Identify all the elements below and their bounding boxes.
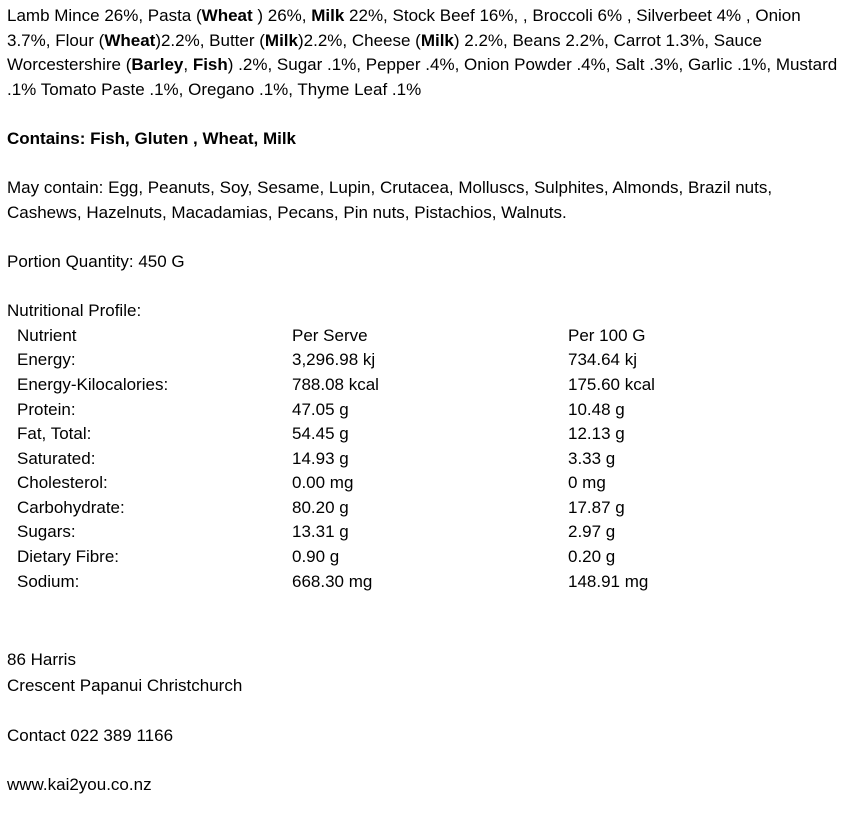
- allergen-highlight: Barley: [131, 55, 184, 75]
- ingredient-text: Lamb Mince 26%, Pasta (: [7, 6, 202, 25]
- per-serve-value: 47.05 g: [292, 399, 349, 419]
- ingredient-text: ) 26%,: [252, 6, 312, 25]
- portion-quantity: Portion Quantity: 450 G: [7, 251, 185, 271]
- per-100-value: 10.48 g: [568, 399, 625, 419]
- column-header-per-100: Per 100 G: [568, 325, 646, 345]
- spacer: [7, 699, 839, 724]
- per-serve-value: 13.31 g: [292, 522, 349, 542]
- address-line-1: 86 Harris: [7, 650, 76, 670]
- allergen-highlight: Milk: [264, 30, 298, 50]
- per-serve-value: 3,296.98 kj: [292, 350, 376, 370]
- nutrient-name: Protein:: [17, 399, 76, 419]
- nutrient-name: Dietary Fibre:: [17, 547, 120, 567]
- ingredient-text: ,: [183, 55, 193, 75]
- address-line-2: Crescent Papanui Christchurch: [7, 676, 243, 696]
- nutrition-row: [17, 496, 768, 521]
- per-100-value: 2.97 g: [568, 522, 616, 542]
- allergen-highlight: Wheat: [104, 30, 156, 50]
- nutrient-name: Sodium:: [17, 571, 80, 591]
- allergen-highlight: Milk: [420, 30, 454, 50]
- per-serve-value: 80.20 g: [292, 497, 349, 517]
- contains-allergens: Contains: Fish, Gluten , Wheat, Milk: [7, 128, 297, 148]
- nutrition-row: [17, 570, 768, 595]
- per-100-value: 734.64 kj: [568, 350, 637, 370]
- nutrient-name: Cholesterol:: [17, 473, 108, 493]
- allergen-highlight: Wheat: [201, 6, 253, 25]
- per-serve-value: 0.00 mg: [292, 473, 354, 493]
- spacer: [7, 748, 839, 773]
- nutrition-table: [17, 324, 768, 595]
- ingredient-text: 22%, Stock Beef 16%, , Broccoli 6% , Silverbeet 4% , Onion 3.7%, Flour (: [7, 6, 801, 50]
- nutrient-name: Saturated:: [17, 448, 96, 468]
- ingredients-paragraph: [7, 4, 839, 102]
- per-100-value: 0 mg: [568, 473, 606, 493]
- allergen-highlight: Fish: [192, 55, 228, 75]
- nutrition-row: [17, 520, 768, 545]
- ingredient-text: ) .2%, Sugar .1%, Pepper .4%, Onion Powder .4%, Salt .3%, Garlic .1%, Mustard .1% Tomato Paste .1%, Oregano .1%, Thyme Leaf .1%: [7, 55, 838, 99]
- per-100-value: 3.33 g: [568, 448, 616, 468]
- spacer: [7, 102, 839, 127]
- column-header-per-serve: Per Serve: [292, 325, 368, 345]
- spacer: [7, 594, 839, 647]
- per-serve-value: 788.08 kcal: [292, 374, 379, 394]
- per-serve-value: 14.93 g: [292, 448, 349, 468]
- allergen-highlight: Milk: [311, 6, 345, 25]
- nutrient-name: Sugars:: [17, 522, 76, 542]
- ingredient-text: )2.2%, Butter (: [155, 30, 265, 50]
- may-contain-allergens: May contain: Egg, Peanuts, Soy, Sesame, Lupin, Crutacea, Molluscs, Sulphites, Almonds, Brazil nuts, Cashews, Hazelnuts, Macadamias, Pecans, Pin nuts, Pistachios, Walnuts.: [7, 178, 773, 222]
- spacer: [7, 152, 839, 177]
- nutrition-row: [17, 471, 768, 496]
- nutrient-name: Energy-Kilocalories:: [17, 374, 169, 394]
- per-100-value: 148.91 mg: [568, 571, 649, 591]
- label-document: [7, 4, 839, 798]
- website-text: www.kai2you.co.nz: [7, 775, 152, 795]
- nutrition-row: [17, 348, 768, 373]
- nutrient-name: Energy:: [17, 350, 76, 370]
- nutrition-header-row: [17, 324, 768, 349]
- per-serve-value: 54.45 g: [292, 424, 349, 444]
- nutrition-heading: Nutritional Profile:: [7, 301, 142, 321]
- ingredient-text: )2.2%, Cheese (: [297, 30, 421, 50]
- nutrition-row: [17, 398, 768, 423]
- per-100-value: 0.20 g: [568, 547, 616, 567]
- nutrition-row: [17, 447, 768, 472]
- per-100-value: 17.87 g: [568, 497, 625, 517]
- spacer: [7, 225, 839, 250]
- contact-phone: Contact 022 389 1166: [7, 725, 174, 745]
- per-serve-value: 0.90 g: [292, 547, 340, 567]
- nutrition-row: [17, 545, 768, 570]
- nutrient-name: Carbohydrate:: [17, 497, 125, 517]
- nutrition-row: [17, 373, 768, 398]
- column-header-nutrient: Nutrient: [17, 325, 77, 345]
- nutrition-row: [17, 422, 768, 447]
- per-100-value: 175.60 kcal: [568, 374, 655, 394]
- per-100-value: 12.13 g: [568, 424, 625, 444]
- per-serve-value: 668.30 mg: [292, 571, 373, 591]
- ingredient-text: ) 2.2%, Beans 2.2%, Carrot 1.3%, Sauce Worcestershire (: [7, 30, 762, 75]
- nutrient-name: Fat, Total:: [17, 424, 92, 444]
- spacer: [7, 275, 839, 300]
